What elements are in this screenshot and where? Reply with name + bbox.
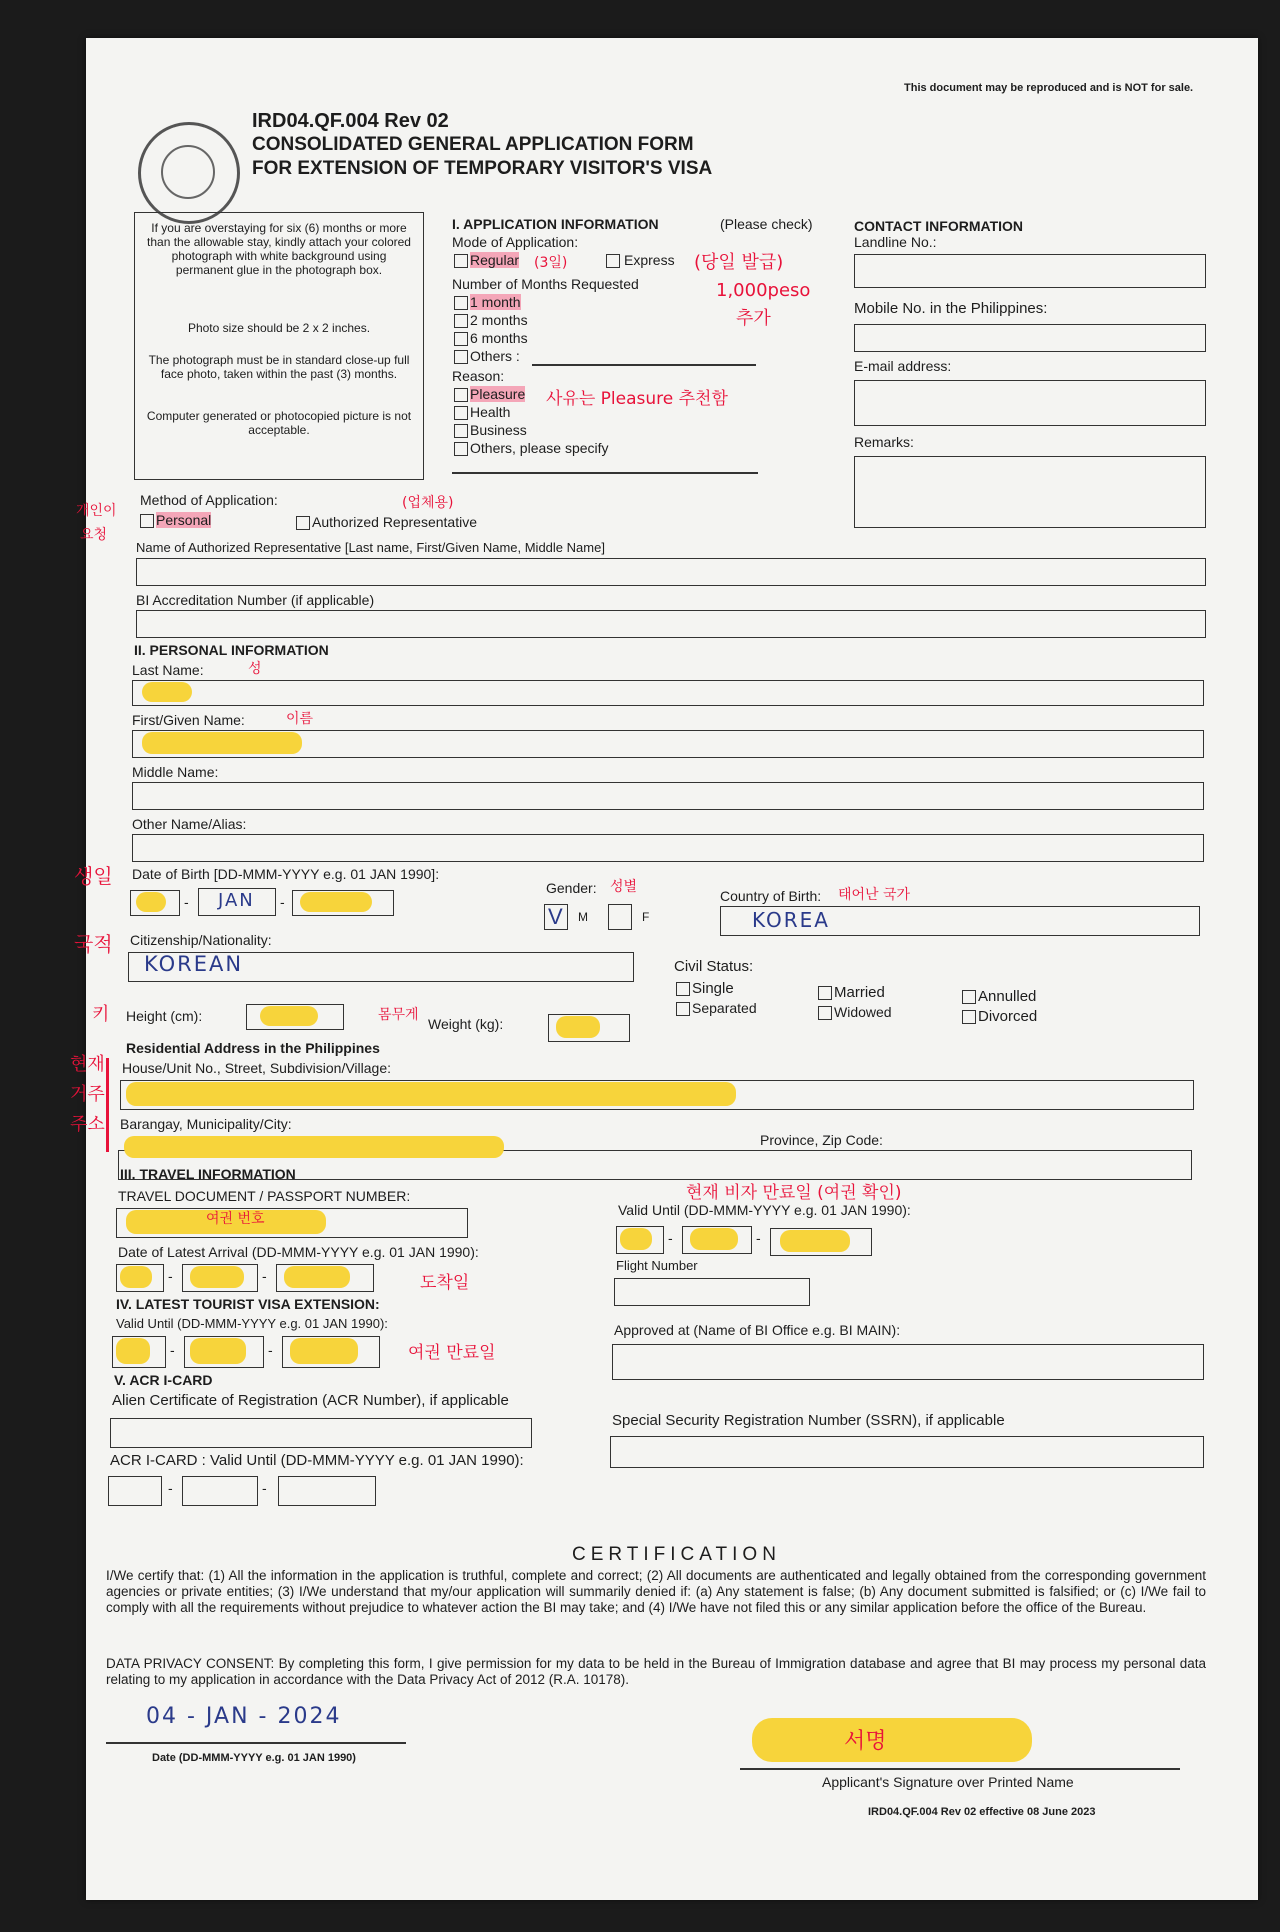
- widowed-checkbox[interactable]: [818, 1006, 832, 1020]
- gender-f-checkbox[interactable]: [608, 904, 632, 930]
- arrival-month-redaction: [190, 1266, 244, 1288]
- acr-month-input[interactable]: [182, 1476, 258, 1506]
- form-paper: [70, 38, 1258, 1900]
- divorced-checkbox[interactable]: [962, 1010, 976, 1024]
- form-title-2: FOR EXTENSION OF TEMPORARY VISITOR'S VISA: [252, 158, 713, 179]
- photo-instr-3: The photograph must be in standard close-up full face photo, taken within the past (3) months.: [148, 353, 410, 381]
- valid-sep-2: -: [756, 1230, 761, 1246]
- photo-box: [134, 212, 424, 480]
- country-birth-annotation: 태어난 국가: [838, 887, 911, 903]
- married-label: Married: [834, 984, 885, 1001]
- remarks-input[interactable]: [854, 456, 1206, 528]
- month-6-label: 6 months: [470, 330, 528, 346]
- pleasure-label: Pleasure: [470, 386, 526, 402]
- reproduction-note: This document may be reproduced and is NOT for sale.: [904, 82, 1194, 94]
- height-annotation: 키: [92, 1004, 110, 1025]
- annulled-checkbox[interactable]: [962, 990, 976, 1004]
- house-redaction: [126, 1082, 736, 1106]
- middle-name-label: Middle Name:: [132, 764, 219, 780]
- footer-code: IRD04.QF.004 Rev 02 effective 08 June 2023: [868, 1806, 1096, 1818]
- single-label: Single: [692, 980, 734, 997]
- country-birth-value: KOREA: [752, 908, 830, 932]
- express-fee-annotation-2: 추가: [736, 308, 771, 329]
- reason-others-line: [452, 472, 758, 474]
- business-label: Business: [470, 422, 527, 438]
- travel-heading: III. TRAVEL INFORMATION: [120, 1166, 296, 1182]
- address-annotation-3: 주소: [70, 1114, 105, 1135]
- month-6-checkbox[interactable]: [454, 332, 468, 346]
- remarks-label: Remarks:: [854, 434, 914, 450]
- month-1-checkbox[interactable]: [454, 296, 468, 310]
- form-code: IRD04.QF.004 Rev 02: [252, 110, 449, 132]
- flight-label: Flight Number: [616, 1258, 698, 1273]
- personal-annotation-2: 요청: [80, 527, 108, 543]
- bureau-seal: [138, 122, 240, 224]
- other-name-label: Other Name/Alias:: [132, 816, 247, 832]
- valid-month-redaction: [690, 1228, 738, 1250]
- separated-label: Separated: [692, 1000, 757, 1016]
- reason-others-label: Others, please specify: [470, 440, 609, 456]
- last-name-input[interactable]: [132, 680, 1204, 706]
- method-label: Method of Application:: [140, 492, 278, 508]
- address-annotation-2: 거주: [70, 1084, 105, 1105]
- date-label: Date (DD-MMM-YYYY e.g. 01 JAN 1990): [152, 1752, 356, 1764]
- married-checkbox[interactable]: [818, 986, 832, 1000]
- divorced-label: Divorced: [978, 1008, 1038, 1025]
- express-annotation: (당일 발급): [694, 252, 784, 273]
- express-fee-annotation: 1,000peso: [716, 280, 811, 301]
- widowed-label: Widowed: [834, 1004, 892, 1020]
- dob-year-redaction: [300, 892, 372, 912]
- address-heading: Residential Address in the Philippines: [126, 1040, 380, 1056]
- weight-redaction: [556, 1016, 600, 1038]
- pleasure-checkbox[interactable]: [454, 388, 468, 402]
- authorized-checkbox[interactable]: [296, 516, 310, 530]
- acr-year-input[interactable]: [278, 1476, 376, 1506]
- gender-f-label: F: [642, 910, 650, 924]
- arrival-year-redaction: [284, 1266, 350, 1288]
- flight-input[interactable]: [614, 1278, 810, 1306]
- arrival-sep-2: -: [262, 1268, 267, 1284]
- privacy-consent: DATA PRIVACY CONSENT: By completing this form, I give permission for my data to be held in the Bureau of Immigration database and agree that BI may process my personal data relating to my application in accordance with the Data Privacy Act of 2012 (R.A. 10178).: [106, 1656, 1206, 1687]
- height-label: Height (cm):: [126, 1008, 203, 1024]
- express-label: Express: [624, 252, 675, 268]
- personal-label: Personal: [156, 512, 212, 528]
- date-value: 04 - JAN - 2024: [146, 1704, 342, 1729]
- signature-redaction: [752, 1718, 1032, 1762]
- health-label: Health: [470, 404, 511, 420]
- photo-instr-1: If you are overstaying for six (6) months or more than the allowable stay, kindly attach your colored photograph with white background using permanent glue in the photograph box.: [147, 221, 411, 277]
- acr-valid-label: ACR I-CARD : Valid Until (DD-MMM-YYYY e.g. 01 JAN 1990):: [110, 1452, 524, 1469]
- gender-m-mark: V: [548, 904, 563, 929]
- arrival-sep-1: -: [168, 1268, 173, 1284]
- tourist-month-redaction: [190, 1338, 246, 1364]
- last-name-annotation: 성: [248, 661, 262, 677]
- house-label: House/Unit No., Street, Subdivision/Village:: [122, 1060, 391, 1076]
- landline-label: Landline No.:: [854, 234, 937, 250]
- passport-label: TRAVEL DOCUMENT / PASSPORT NUMBER:: [118, 1188, 411, 1204]
- valid-day-redaction: [620, 1228, 652, 1250]
- tourist-ext-heading: IV. LATEST TOURIST VISA EXTENSION:: [116, 1296, 380, 1312]
- photo-instr-4: Computer generated or photocopied picture is not acceptable.: [146, 409, 412, 437]
- personal-info-heading: II. PERSONAL INFORMATION: [134, 642, 329, 658]
- months-others-label: Others :: [470, 348, 520, 364]
- mobile-label: Mobile No. in the Philippines:: [854, 300, 1048, 317]
- separated-checkbox[interactable]: [676, 1002, 690, 1016]
- arrival-day-redaction: [120, 1266, 152, 1288]
- certification-heading: CERTIFICATION: [572, 1544, 781, 1565]
- acr-number-input[interactable]: [110, 1418, 532, 1448]
- ssrn-label: Special Security Registration Number (SSRN), if applicable: [612, 1412, 1005, 1429]
- citizenship-label: Citizenship/Nationality:: [130, 932, 272, 948]
- single-checkbox[interactable]: [676, 982, 690, 996]
- middle-name-input[interactable]: [132, 782, 1204, 810]
- last-name-redaction: [142, 682, 192, 702]
- authorized-label: Authorized Representative: [312, 514, 477, 530]
- reason-others-checkbox[interactable]: [454, 442, 468, 456]
- months-others-checkbox[interactable]: [454, 350, 468, 364]
- last-name-label: Last Name:: [132, 662, 204, 678]
- month-2-checkbox[interactable]: [454, 314, 468, 328]
- months-label: Number of Months Requested: [452, 276, 639, 292]
- contact-heading: CONTACT INFORMATION: [854, 218, 1024, 234]
- valid-until-label: Valid Until (DD-MMM-YYYY e.g. 01 JAN 1990):: [618, 1202, 911, 1218]
- barangay-label: Barangay, Municipality/City:: [120, 1116, 292, 1132]
- mobile-input[interactable]: [854, 324, 1206, 352]
- country-birth-label: Country of Birth:: [720, 888, 822, 904]
- regular-label: Regular: [470, 252, 520, 268]
- rep-name-input[interactable]: [136, 558, 1206, 586]
- form-title-1: CONSOLIDATED GENERAL APPLICATION FORM: [252, 134, 694, 155]
- dob-sep-1: -: [184, 894, 189, 910]
- regular-checkbox[interactable]: [454, 254, 468, 268]
- valid-sep-1: -: [668, 1230, 673, 1246]
- approved-at-label: Approved at (Name of BI Office e.g. BI MAIN):: [614, 1322, 901, 1338]
- gender-m-label: M: [578, 910, 588, 924]
- certification-text: I/We certify that: (1) All the information in the application is truthful, complete and correct; (2) All documents are authenticated and legally obtained from the corresponding government agencies or private entities; (3) I/We understand that my/our application will summarily denied if: (a) Any statement is false; (b) Any document submitted is falsified; or (c) I/We fail to comply with all the requirements without prejudice to whatever action the BI may take; and (4) I/We have not filed this or any similar application before the office of the Bureau.: [106, 1568, 1206, 1615]
- bi-accred-input[interactable]: [136, 610, 1206, 638]
- citizenship-value: KOREAN: [144, 952, 244, 976]
- barangay-redaction: [124, 1136, 504, 1158]
- rep-name-label: Name of Authorized Representative [Last name, First/Given Name, Middle Name]: [136, 540, 605, 555]
- tourist-sep-2: -: [268, 1342, 273, 1358]
- acr-heading: V. ACR I-CARD: [114, 1372, 213, 1388]
- email-input[interactable]: [854, 380, 1206, 426]
- email-label: E-mail address:: [854, 358, 952, 374]
- dob-label: Date of Birth [DD-MMM-YYYY e.g. 01 JAN 1990]:: [132, 866, 440, 882]
- health-checkbox[interactable]: [454, 406, 468, 420]
- civil-status-label: Civil Status:: [674, 958, 754, 975]
- address-annotation-1: 현재: [70, 1054, 105, 1075]
- dob-day-redaction: [136, 892, 166, 912]
- month-2-label: 2 months: [470, 312, 528, 328]
- address-bracket: [106, 1058, 109, 1152]
- application-info-heading: I. APPLICATION INFORMATION: [452, 216, 659, 232]
- date-line: [106, 1742, 406, 1744]
- passport-exp-annotation: 여권 만료일: [408, 1343, 496, 1363]
- other-name-input[interactable]: [132, 834, 1204, 862]
- photo-instr-2: Photo size should be 2 x 2 inches.: [187, 321, 371, 335]
- acr-number-label: Alien Certificate of Registration (ACR Number), if applicable: [112, 1392, 509, 1409]
- nationality-annotation: 국적: [74, 932, 113, 956]
- first-name-label: First/Given Name:: [132, 712, 245, 728]
- arrival-annotation: 도착일: [420, 1273, 470, 1293]
- personal-checkbox[interactable]: [140, 514, 154, 528]
- signature-annotation: 서명: [844, 1729, 887, 1754]
- landline-input[interactable]: [854, 254, 1206, 288]
- annulled-label: Annulled: [978, 988, 1037, 1005]
- height-redaction: [260, 1006, 318, 1026]
- please-check-note: (Please check): [720, 216, 813, 232]
- dob-annotation: 생일: [74, 864, 113, 888]
- acr-day-input[interactable]: [108, 1476, 162, 1506]
- bi-accred-label: BI Accreditation Number (if applicable): [136, 592, 375, 608]
- regular-annotation: (3일): [534, 255, 568, 271]
- agency-annotation: (업체용): [402, 495, 454, 511]
- latest-arrival-label: Date of Latest Arrival (DD-MMM-YYYY e.g. 01 JAN 1990):: [118, 1244, 479, 1260]
- months-others-line: [532, 364, 756, 366]
- first-name-annotation: 이름: [286, 711, 314, 727]
- weight-label: Weight (kg):: [428, 1016, 504, 1032]
- gender-label: Gender:: [546, 880, 597, 896]
- signature-line: [740, 1768, 1180, 1770]
- reason-label: Reason:: [452, 368, 505, 384]
- reason-annotation: 사유는 Pleasure 추천함: [546, 389, 728, 409]
- dob-month-value: JAN: [218, 890, 255, 911]
- province-label: Province, Zip Code:: [760, 1132, 883, 1148]
- acr-sep-2: -: [262, 1480, 267, 1496]
- tourist-day-redaction: [116, 1338, 150, 1364]
- gender-annotation: 성별: [610, 879, 638, 895]
- tourist-valid-label: Valid Until (DD-MMM-YYYY e.g. 01 JAN 1990):: [116, 1316, 388, 1331]
- business-checkbox[interactable]: [454, 424, 468, 438]
- personal-annotation-1: 개인이: [76, 503, 117, 519]
- mode-label: Mode of Application:: [452, 234, 579, 250]
- approved-at-input[interactable]: [612, 1344, 1204, 1380]
- express-checkbox[interactable]: [606, 254, 620, 268]
- tourist-sep-1: -: [170, 1342, 175, 1358]
- month-1-label: 1 month: [470, 294, 521, 310]
- visa-valid-annotation: 현재 비자 만료일 (여권 확인): [686, 1183, 902, 1203]
- ssrn-input[interactable]: [610, 1436, 1204, 1468]
- tourist-year-redaction: [290, 1338, 358, 1364]
- signature-label: Applicant's Signature over Printed Name: [822, 1774, 1074, 1790]
- passport-annotation: 여권 번호: [206, 1211, 265, 1227]
- acr-sep-1: -: [168, 1480, 173, 1496]
- valid-year-redaction: [780, 1230, 850, 1252]
- first-name-redaction: [142, 732, 302, 754]
- weight-annotation: 몸무게: [378, 1007, 419, 1023]
- dob-sep-2: -: [280, 894, 285, 910]
